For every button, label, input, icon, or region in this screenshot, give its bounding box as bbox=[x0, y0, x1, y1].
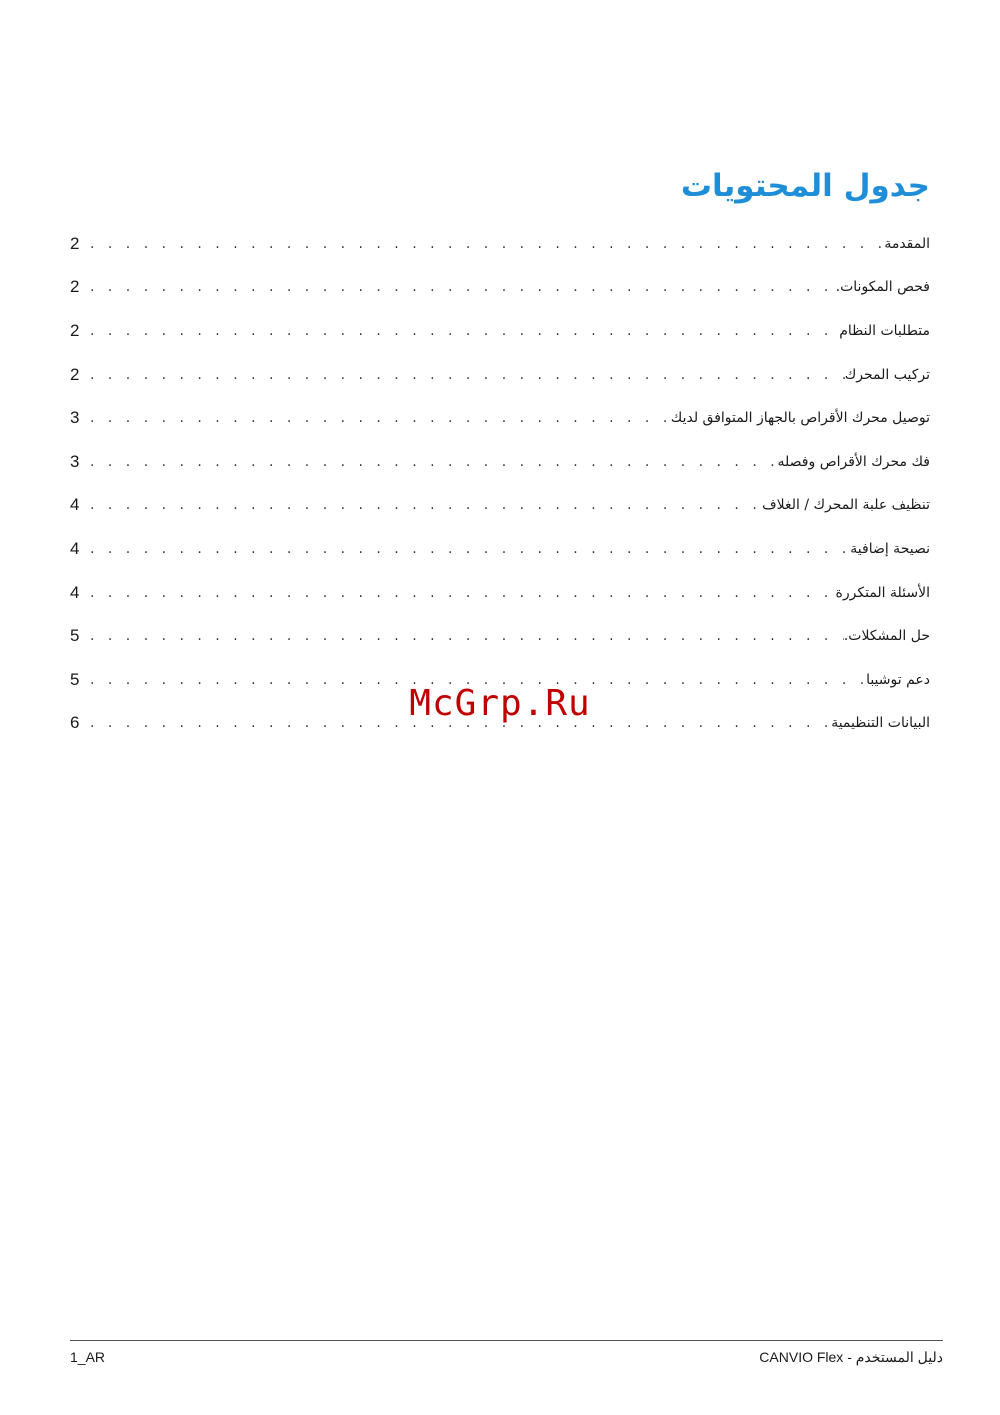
toc-entry[interactable] bbox=[70, 614, 930, 658]
toc-entry[interactable] bbox=[70, 353, 930, 397]
toc-entry[interactable] bbox=[70, 571, 930, 615]
toc-leader-dots bbox=[86, 497, 762, 513]
toc-page-number: 3 bbox=[70, 408, 80, 428]
toc-entry[interactable] bbox=[70, 484, 930, 528]
toc-entry[interactable] bbox=[70, 396, 930, 440]
toc-page-number: 5 bbox=[70, 626, 80, 646]
toc-page-number: 5 bbox=[70, 669, 80, 689]
toc-leader-dots bbox=[86, 585, 836, 601]
toc-page-number: 2 bbox=[70, 233, 80, 253]
toc-entry-label: متطلبات النظام bbox=[839, 322, 930, 339]
toc-title: جدول المحتويات bbox=[680, 168, 930, 204]
toc-page-number: 4 bbox=[70, 582, 80, 602]
toc-entry-label: المقدمة bbox=[884, 235, 930, 252]
toc-entry-label: دعم توشيبا bbox=[866, 671, 930, 688]
toc-leader-dots bbox=[86, 236, 884, 252]
toc-page-number: 3 bbox=[70, 451, 80, 471]
table-of-contents bbox=[70, 222, 930, 745]
toc-page-number: 2 bbox=[70, 320, 80, 340]
footer-divider bbox=[70, 1340, 943, 1341]
toc-leader-dots bbox=[86, 541, 850, 557]
footer-page-number: 1_AR bbox=[70, 1349, 106, 1365]
toc-entry-label: البيانات التنظيمية bbox=[831, 715, 930, 732]
toc-entry[interactable] bbox=[70, 266, 930, 310]
toc-entry-label: نصيحة إضافية bbox=[850, 540, 930, 557]
toc-page-number: 2 bbox=[70, 277, 80, 297]
toc-entry-label: حل المشكلات. bbox=[843, 628, 930, 645]
toc-leader-dots bbox=[86, 454, 778, 470]
toc-page-number: 6 bbox=[70, 713, 80, 733]
toc-entry[interactable] bbox=[70, 309, 930, 353]
toc-leader-dots bbox=[86, 367, 845, 383]
toc-leader-dots bbox=[86, 323, 839, 339]
watermark-text: McGrp.Ru bbox=[409, 683, 591, 724]
toc-page-number: 4 bbox=[70, 495, 80, 515]
toc-entry[interactable] bbox=[70, 440, 930, 484]
toc-page-number: 2 bbox=[70, 364, 80, 384]
toc-entry-label: تنظيف علبة المحرك / الغلاف bbox=[762, 497, 930, 514]
toc-entry-label: الأسئلة المتكررة bbox=[835, 584, 930, 601]
toc-entry-label: فحص المكونات. bbox=[835, 279, 930, 296]
toc-leader-dots bbox=[86, 410, 671, 426]
toc-leader-dots bbox=[86, 279, 836, 295]
toc-leader-dots bbox=[86, 628, 844, 644]
toc-entry-label: فك محرك الأقراص وفصله bbox=[777, 453, 930, 470]
toc-entry-label: تركيب المحرك bbox=[844, 366, 930, 383]
toc-entry-label: توصيل محرك الأقراص بالجهاز المتوافق لديك bbox=[670, 410, 930, 427]
toc-page-number: 4 bbox=[70, 538, 80, 558]
toc-entry[interactable] bbox=[70, 222, 930, 266]
toc-entry[interactable] bbox=[70, 527, 930, 571]
footer-document-title: CANVIO Flex - دليل المستخدم bbox=[759, 1349, 943, 1365]
